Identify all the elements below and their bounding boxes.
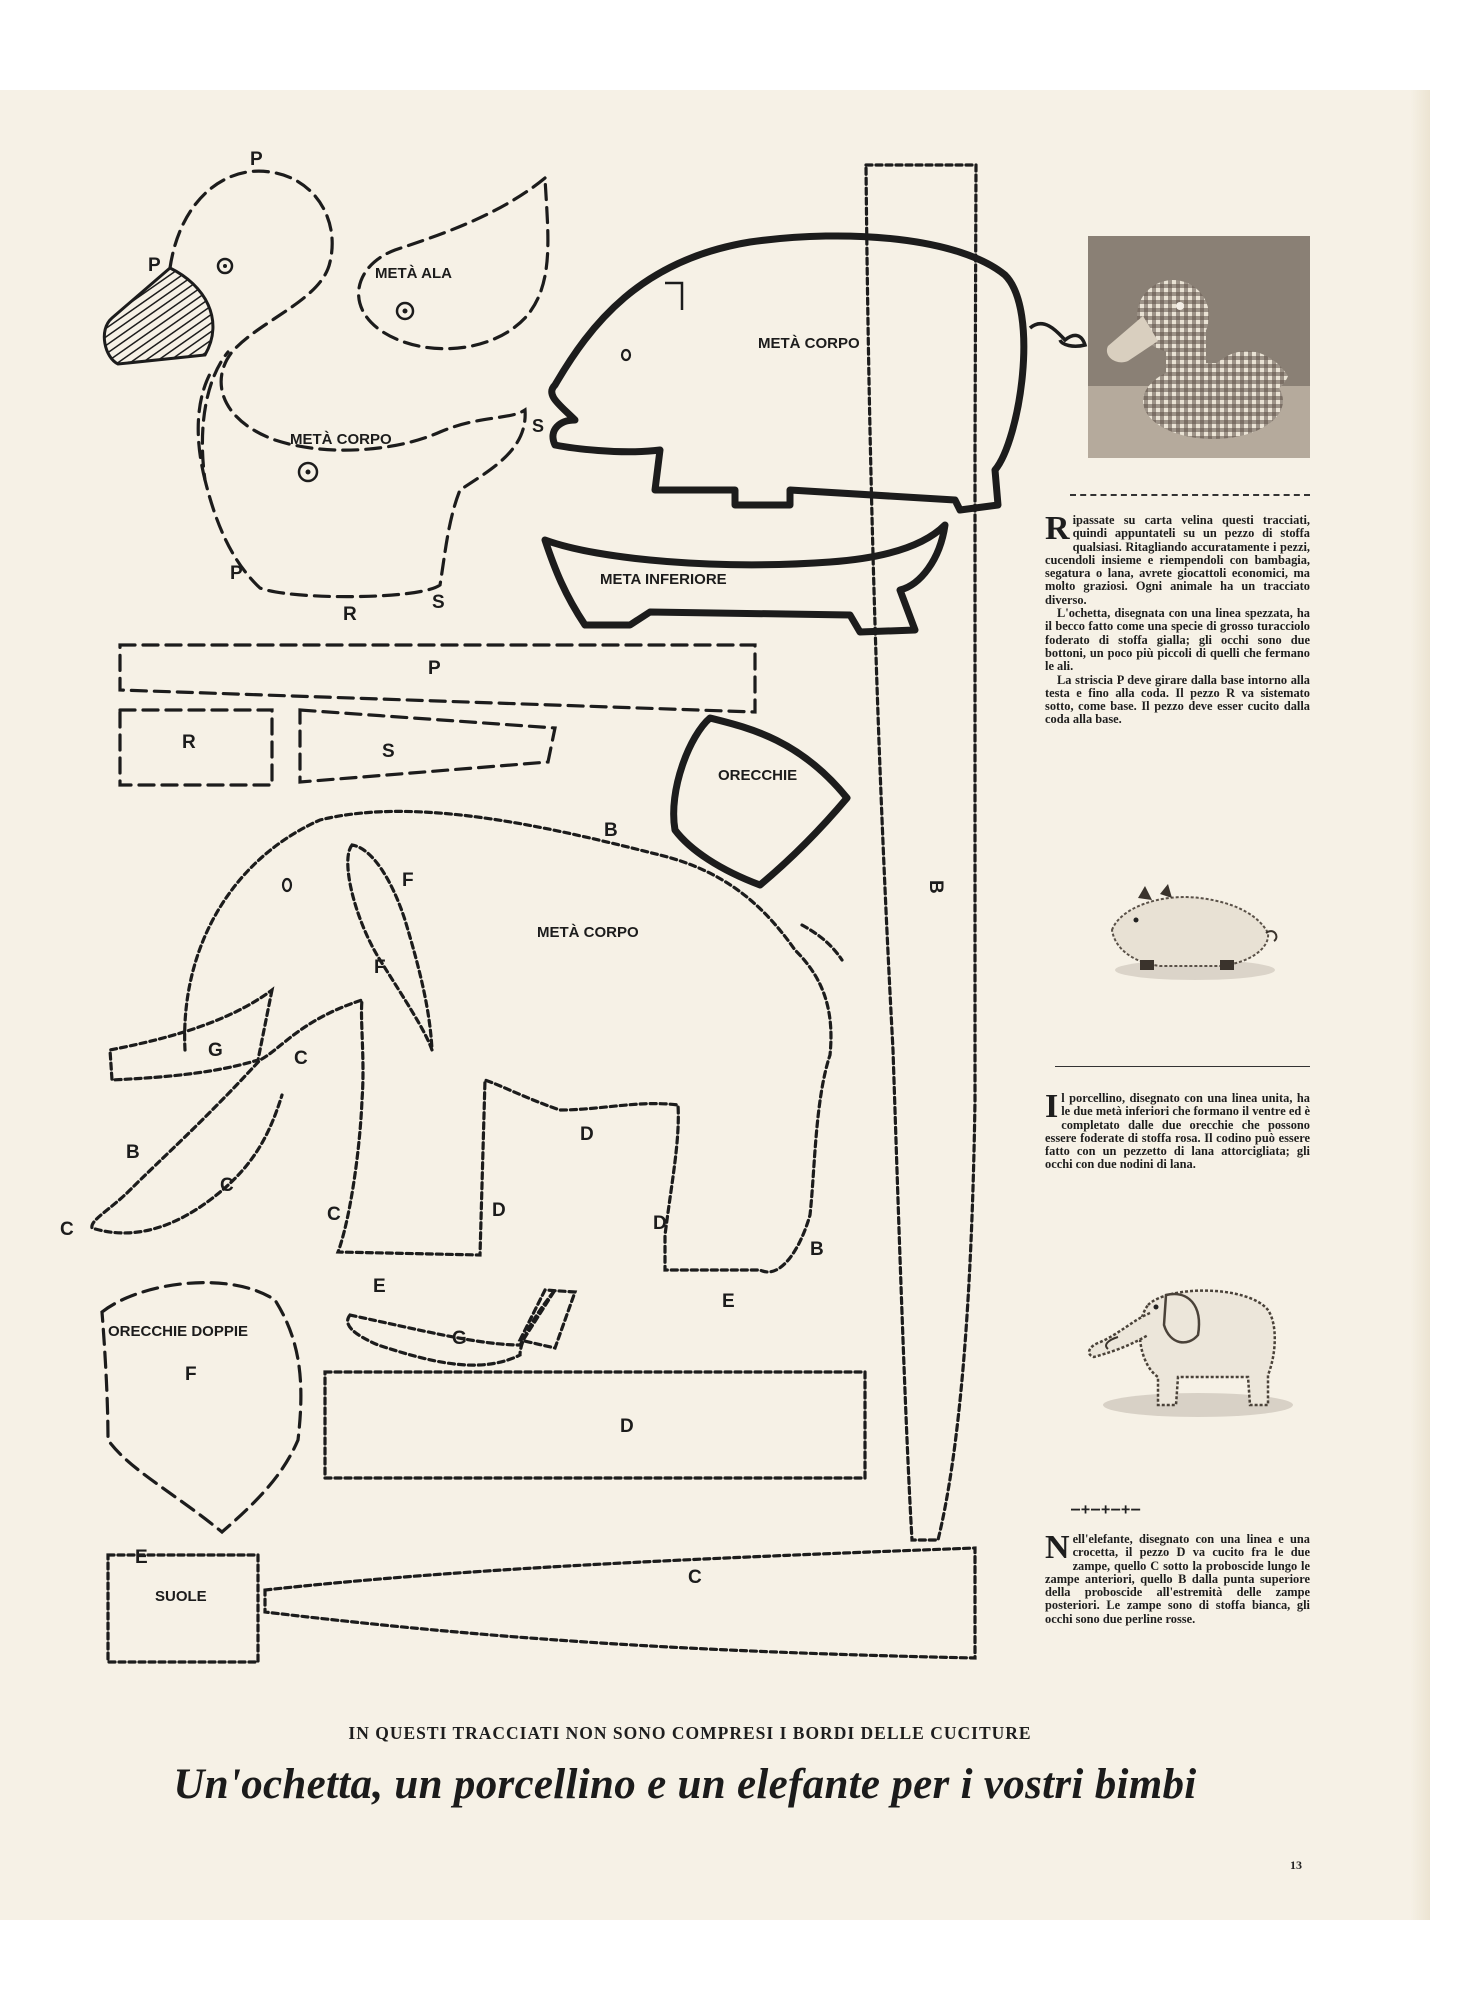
strip-c-outline xyxy=(265,1548,975,1658)
label-eleph-f1: F xyxy=(402,870,414,891)
label-eleph-b-left: B xyxy=(126,1142,140,1163)
pig-toy-photo xyxy=(1100,878,1290,988)
duck-pattern xyxy=(170,171,548,597)
label-eleph-g2: G xyxy=(452,1328,467,1349)
label-soles-e: E xyxy=(135,1547,148,1568)
label-duck-s-right: S xyxy=(532,416,545,436)
label-duck-r: R xyxy=(343,604,357,625)
label-eleph-b-right: B xyxy=(810,1239,824,1260)
label-ears-double: ORECCHIE DOPPIE xyxy=(108,1323,249,1340)
pig-pattern xyxy=(545,236,1024,885)
text-duck-lead: ipassate su carta velina questi tracciati, quindi appuntateli su un pezzo di stoffa qualsiasi. Ritagliando accuratamente i pezzi, cucendoli insieme e riempendoli con bambagia, segatura o lana, avrete giocattoli economici, ma molto graziosi. Ogni animale ha un tracciato diverso. xyxy=(1045,513,1310,607)
label-eleph-body: METÀ CORPO xyxy=(537,924,639,941)
label-strip-b: B xyxy=(925,880,946,894)
label-strip-s: S xyxy=(382,741,395,762)
duck-wing-outline xyxy=(359,178,548,349)
label-eleph-e1: E xyxy=(373,1276,386,1297)
caption-seam-allowance: IN QUESTI TRACCIATI NON SONO COMPRESI I BORDI DELLE CUCITURE xyxy=(348,1723,1032,1743)
text-duck-para2: L'ochetta, disegnata con una linea spezzata, ha il becco fatto come una specie di grosso turacciolo foderato di stoffa gialla; gli occhi sono due bottoni, un poco più piccoli di quelli che fermano le ali. xyxy=(1045,606,1310,674)
strip-b-outline xyxy=(866,165,976,1540)
label-duck-wing: METÀ ALA xyxy=(375,265,452,282)
pig-eye-icon xyxy=(622,350,630,360)
label-eleph-d3: D xyxy=(653,1213,667,1234)
label-eleph-d1: D xyxy=(580,1124,594,1145)
label-duck-s-bottom: S xyxy=(432,592,445,613)
pig-ears-outline xyxy=(674,718,847,885)
pig-tail-icon xyxy=(1030,324,1085,347)
label-eleph-c3: C xyxy=(60,1219,74,1240)
elephant-half-body-outline xyxy=(92,811,831,1272)
elephant-eye-icon xyxy=(283,879,291,891)
pig-half-body-outline xyxy=(552,236,1024,510)
label-eleph-c4: C xyxy=(327,1204,341,1225)
ears-double-outline xyxy=(102,1283,301,1532)
elephant-toy-photo xyxy=(1078,1265,1298,1420)
label-duck-body: METÀ CORPO xyxy=(290,431,392,448)
label-eleph-g1: G xyxy=(208,1040,223,1061)
page-number: 13 xyxy=(1290,1858,1302,1872)
label-duck-p-bottom: P xyxy=(230,563,243,584)
drop-cap-r: R xyxy=(1045,510,1070,547)
label-eleph-c2: C xyxy=(220,1175,234,1196)
separator-duck xyxy=(1070,494,1310,496)
text-duck-para3: La striscia P deve girare dalla base intorno alla testa e fino alla coda. Il pezzo R va sistemato sotto, come base. Il pezzo deve esser cucito dalla coda alla base. xyxy=(1045,672,1310,727)
separator-elephant: —+—+—+— xyxy=(1071,1500,1142,1518)
separator-pig xyxy=(1055,1066,1310,1067)
label-eleph-d2: D xyxy=(492,1200,506,1221)
label-eleph-b-top: B xyxy=(604,820,618,841)
label-eleph-c1: C xyxy=(294,1048,308,1069)
text-pig-lead: l porcellino, disegnato con una linea unita, ha le due metà inferiori che formano il ventre ed è completato dalle due orecchie che possono essere foderate di stoffa rosa. Il codino può essere fatto con un pezzetto di lana attorcigliata; gli occhi con due nodini di lana. xyxy=(1045,1091,1310,1172)
duck-beak xyxy=(104,268,213,364)
page-headline: Un'ochetta, un porcellino e un elefante per i vostri bimbi xyxy=(173,1761,1197,1808)
label-ears-f: F xyxy=(185,1364,197,1385)
label-eleph-f2: F xyxy=(374,957,386,978)
label-soles: SUOLE xyxy=(155,1588,207,1605)
duck-half-body-outline xyxy=(170,171,525,597)
strip-s-outline xyxy=(300,710,555,782)
elephant-tail-icon xyxy=(802,925,842,960)
pig-ear-mark-icon xyxy=(665,283,682,310)
text-pig xyxy=(1045,1088,1310,1172)
label-strip-d: D xyxy=(620,1416,634,1437)
text-duck xyxy=(1045,510,1310,727)
label-strip-c: C xyxy=(688,1567,702,1588)
label-strip-p: P xyxy=(428,658,441,679)
strip-d-outline xyxy=(325,1372,865,1478)
drop-cap-n: N xyxy=(1045,1529,1070,1566)
label-eleph-e2: E xyxy=(722,1291,735,1312)
duck-toy-photo xyxy=(1088,236,1310,458)
label-strip-r: R xyxy=(182,732,196,753)
elephant-strip-g-outline xyxy=(110,990,272,1080)
soles-outline xyxy=(108,1555,258,1662)
text-elephant xyxy=(1045,1529,1310,1626)
label-duck-p-top: P xyxy=(250,149,263,170)
label-pig-ears: ORECCHIE xyxy=(718,767,798,784)
label-pig-body: METÀ CORPO xyxy=(758,335,860,352)
label-pig-lower: META INFERIORE xyxy=(600,571,727,588)
strip-r-outline xyxy=(120,710,272,785)
text-elephant-lead: ell'elefante, disegnato con una linea e una crocetta, il pezzo D va cucito fra le due zampe, quello C sotto la proboscide lungo le zampe anteriori, quello B dalla punta superiore della proboscide all'estremità delle zampe posteriori. Le zampe sono di stoffa bianca, gli occhi sono due perline rosse. xyxy=(1045,1532,1310,1626)
label-duck-p-left: P xyxy=(148,255,161,276)
drop-cap-i: I xyxy=(1045,1088,1059,1125)
elephant-pattern xyxy=(92,165,976,1662)
